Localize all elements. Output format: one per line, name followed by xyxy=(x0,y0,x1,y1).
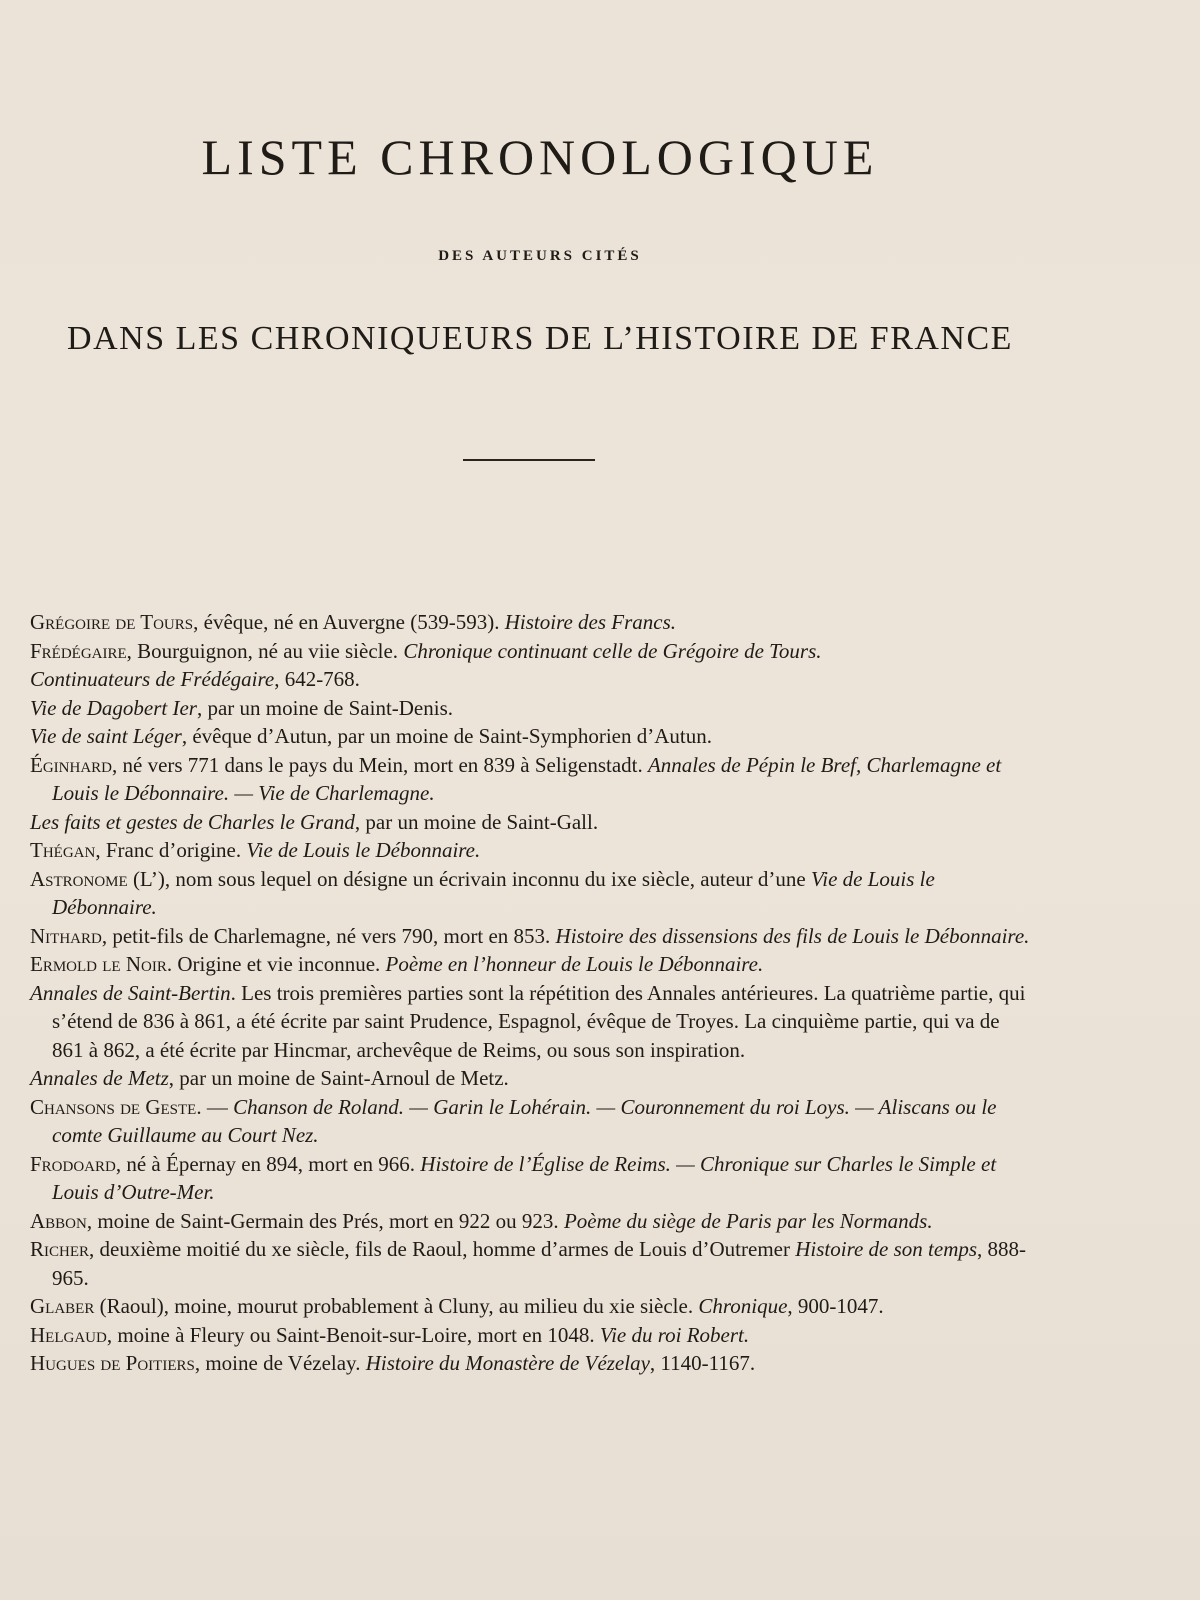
author-name: Abbon xyxy=(30,1208,87,1233)
entry-text: , Franc d’origine. xyxy=(95,838,247,862)
list-item xyxy=(30,1349,1030,1378)
author-name: Hugues de Poitiers xyxy=(30,1351,195,1375)
author-name: Grégoire de Tours xyxy=(30,610,194,634)
work-title: Vie de Louis le Débonnaire. xyxy=(246,838,481,862)
entry-text: , deuxième moitié du xe siècle, fils de Raoul, homme d’armes de Louis d’Outremer xyxy=(89,1237,796,1261)
work-title: Histoire des dissensions des fils de Louis le Débonnaire. xyxy=(555,923,1030,948)
entry-text: , moine de Saint-Germain des Prés, mort en 922 ou 923. xyxy=(86,1208,564,1233)
list-item xyxy=(30,751,1030,808)
entry-text: , par un moine de Saint-Denis. xyxy=(196,695,454,720)
entry-text: . Origine et vie inconnue. xyxy=(166,952,386,976)
list-item xyxy=(30,922,1030,951)
entry-tail: , 888-965. xyxy=(52,1237,1027,1290)
entry-text: , né à Épernay en 894, mort en 966. xyxy=(115,1151,421,1176)
work-title: Histoire du Monastère de Vézelay xyxy=(365,1351,650,1375)
work-title: Vie de Dagobert Ier xyxy=(30,695,197,720)
entry-text: . Les trois premières parties sont la répétition des Annales antérieures. La quatrième partie, qui s’étend de 836 à 861, a été écrite par saint Prudence, Espagnol, évêque de Troyes. La cinquième partie, qui va de 861 à 862, a été écrite par Hincmar, archevêque de Reims, ou sous son inspiration. xyxy=(52,980,1026,1062)
entry-text: , né vers 771 dans le pays du Mein, mort en 839 à Seligenstadt. xyxy=(112,752,648,777)
author-name: Frodoard xyxy=(30,1151,116,1176)
list-item xyxy=(30,637,1030,666)
work-title: Histoire de l’Église de Reims. — Chronique sur Charles le Simple et Louis d’Outre-Mer. xyxy=(52,1151,997,1204)
list-item xyxy=(30,1064,1030,1093)
entry-text: , moine de Vézelay. xyxy=(194,1351,366,1375)
list-item xyxy=(30,1292,1030,1321)
author-name: Chansons de Geste xyxy=(30,1094,197,1119)
entry-text: , Bourguignon, né au viie siècle. xyxy=(126,638,404,663)
list-item xyxy=(30,608,1030,637)
author-name: Nithard xyxy=(30,923,102,948)
work-title: Histoire de son temps xyxy=(795,1237,978,1261)
list-item xyxy=(30,1150,1030,1207)
list-item xyxy=(30,665,1030,694)
entry-text: , par un moine de Saint-Gall. xyxy=(354,809,599,834)
work-title: Annales de Metz xyxy=(30,1066,169,1090)
list-item xyxy=(30,1093,1030,1150)
entry-text: . — xyxy=(196,1094,234,1119)
work-title: Les faits et gestes de Charles le Grand xyxy=(30,809,355,834)
list-item xyxy=(30,722,1030,751)
work-title: Histoire des Francs. xyxy=(504,610,677,634)
author-name: Thégan xyxy=(30,838,96,862)
entry-text: (Raoul), moine, mourut probablement à Cluny, au milieu du xie siècle. xyxy=(94,1294,699,1318)
entry-text: , 642-768. xyxy=(274,667,360,691)
list-item xyxy=(30,694,1030,723)
list-item xyxy=(30,950,1030,979)
author-name: Richer xyxy=(30,1237,90,1261)
list-item xyxy=(30,1235,1030,1292)
work-title: Annales de Pépin le Bref, Charlemagne et Louis le Débonnaire. — Vie de Charlemagne. xyxy=(52,752,1002,805)
entry-text: , évêque, né en Auvergne (539-593). xyxy=(193,610,505,634)
work-title: Chronique continuant celle de Grégoire de Tours. xyxy=(403,638,822,663)
author-name: Helgaud xyxy=(30,1322,107,1347)
work-title: Vie du roi Robert. xyxy=(599,1322,750,1347)
work-title: Vie de Louis le Débonnaire. xyxy=(52,866,935,919)
author-name: Ermold le Noir xyxy=(30,952,167,976)
work-title: Chronique xyxy=(698,1294,788,1318)
entry-text: , par un moine de Saint-Arnoul de Metz. xyxy=(168,1066,509,1090)
list-item xyxy=(30,836,1030,865)
author-name: Astronome xyxy=(30,866,128,891)
author-name: Frédégaire xyxy=(30,638,127,663)
list-item xyxy=(30,865,1030,922)
list-item xyxy=(30,1207,1030,1236)
work-title: Poème du siège de Paris par les Normands. xyxy=(563,1208,933,1233)
list-item xyxy=(30,979,1030,1065)
list-item xyxy=(30,808,1030,837)
page-title-secondary: DANS LES CHRONIQUEURS DE L’HISTOIRE DE FRANCE xyxy=(67,320,1013,357)
work-title: Annales de Saint-Bertin xyxy=(30,980,231,1005)
list-item xyxy=(30,1321,1030,1350)
work-title: Chanson de Roland. — Garin le Lohérain. — Couronnement du roi Loys. — Aliscans ou le comte Guillaume au Court Nez. xyxy=(52,1094,997,1147)
entry-tail: , 900-1047. xyxy=(787,1294,884,1318)
work-title: Vie de saint Léger xyxy=(30,724,182,748)
divider-rule xyxy=(463,459,595,461)
author-name: Éginhard xyxy=(30,752,112,777)
entry-text: , évêque d’Autun, par un moine de Saint-Symphorien d’Autun. xyxy=(181,724,712,748)
page-title: LISTE CHRONOLOGIQUE xyxy=(201,129,879,185)
author-list xyxy=(30,608,1030,1378)
entry-text: (L’), nom sous lequel on désigne un écrivain inconnu du ixe siècle, auteur d’une xyxy=(127,866,811,891)
entry-text: , moine à Fleury ou Saint-Benoit-sur-Loire, mort en 1048. xyxy=(106,1322,600,1347)
entry-tail: , 1140-1167. xyxy=(649,1351,756,1375)
author-name: Glaber xyxy=(30,1294,95,1318)
page-subtitle: DES AUTEURS CITÉS xyxy=(438,248,642,264)
work-title: Poème en l’honneur de Louis le Débonnaire. xyxy=(385,952,764,976)
entry-text: , petit-fils de Charlemagne, né vers 790, mort en 853. xyxy=(101,923,556,948)
work-title: Continuateurs de Frédégaire xyxy=(30,667,275,691)
